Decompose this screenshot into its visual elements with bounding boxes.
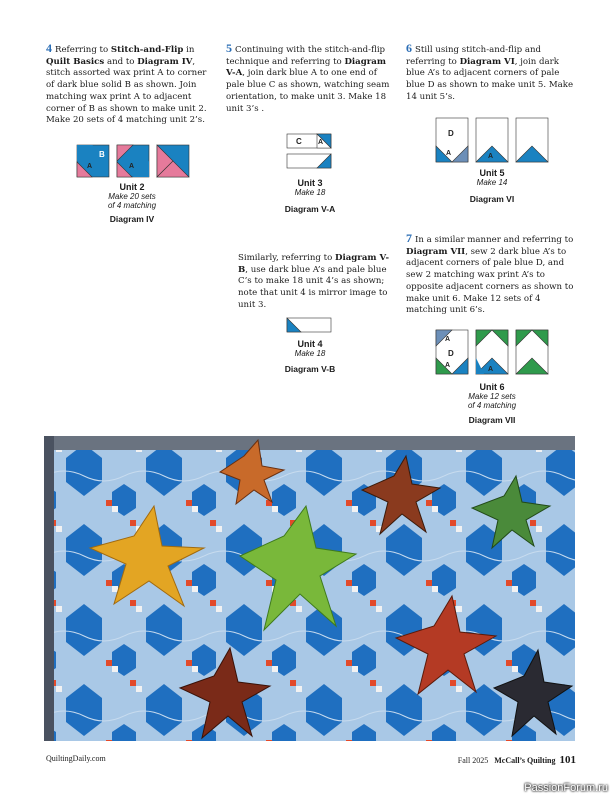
svg-text:A: A bbox=[445, 336, 451, 343]
diagram-vii-label: Diagram VII bbox=[468, 415, 516, 425]
unit-5-block-2 bbox=[476, 118, 508, 162]
unit-6-block-2 bbox=[476, 330, 508, 374]
diagram-v-b-graphic bbox=[287, 318, 333, 334]
patch-a-label: A bbox=[318, 139, 324, 146]
patch-c-label: C bbox=[296, 137, 302, 146]
diagram-iv-graphic bbox=[77, 145, 197, 179]
step-number: 6 bbox=[406, 41, 412, 55]
diagram-vi-graphic bbox=[436, 118, 548, 164]
unit-3-bottom bbox=[287, 154, 331, 168]
unit-5-block-1 bbox=[436, 118, 468, 162]
unit-6-block-1 bbox=[436, 330, 468, 374]
diagram-v-a-graphic bbox=[287, 134, 337, 174]
step-number: 5 bbox=[226, 41, 232, 55]
step-7-text: 7 In a similar manner and referring to Diagram VII, sew 2 dark blue A’s to adjacent corners of pale blue D, and sew 2 matching wax print A’s to opposite adjacent corners as shown to make unit 6. Make 12 sets of 4 matching unit 6’s. bbox=[406, 231, 574, 316]
watermark: PassionForum.ru bbox=[524, 782, 608, 794]
diagram-iv-caption: Unit 2 Make 20 sets of 4 matching bbox=[107, 182, 157, 210]
diagram-v-b-caption: Unit 4 Make 18 bbox=[294, 339, 326, 358]
footer-site: QuiltingDaily.com bbox=[46, 754, 106, 763]
svg-text:A: A bbox=[488, 153, 494, 160]
patch-a-label: A bbox=[446, 150, 452, 157]
svg-text:A: A bbox=[129, 163, 135, 170]
svg-text:A: A bbox=[488, 366, 494, 373]
unit-6-block-3 bbox=[516, 330, 548, 374]
unit-2-block-2 bbox=[117, 145, 149, 177]
step-number: 4 bbox=[46, 41, 52, 55]
diagram-v-a-label: Diagram V-A bbox=[284, 204, 336, 214]
unit-2-block-1 bbox=[77, 145, 109, 177]
step-5-text: 5 Continuing with the stitch-and-flip technique and referring to Diagram V-A, join dark blue A to one end of pale blue C as shown, watching seam orientation, to make unit 3. Make 18 unit 3’s . bbox=[226, 41, 390, 114]
unit-2-block-3 bbox=[157, 145, 189, 177]
unit-3-top bbox=[287, 134, 331, 148]
page-number: 101 bbox=[559, 754, 576, 766]
diagram-vi-caption: Unit 5 Make 14 bbox=[476, 168, 508, 187]
diagram-vii-graphic bbox=[436, 330, 548, 376]
quilt-photo bbox=[44, 436, 575, 741]
step-5-continued-text: Similarly, referring to Diagram V-B, use dark blue A’s and pale blue C’s to make 18 unit 4’s as shown; note that unit 4 is mirror image to unit 3. bbox=[238, 253, 390, 310]
step-6-text: 6 Still using stitch-and-flip and referring to Diagram VI, join dark blue A’s to adjacent corners of pale blue D as shown to make unit 5. Make 14 unit 5’s. bbox=[406, 41, 574, 102]
diagram-v-b-label: Diagram V-B bbox=[284, 364, 336, 374]
step-4-text: 4 Referring to Stitch-and-Flip in Quilt Basics and to Diagram IV, stitch assorted wax print A to corner of dark blue solid B as shown. Join matching wax print A to adjacent corner of B as shown to make unit 2. Make 20 sets of 4 matching unit 2’s. bbox=[46, 41, 207, 126]
diagram-iv-label: Diagram IV bbox=[109, 214, 155, 224]
patch-b-label: B bbox=[99, 150, 105, 159]
footer-issue: Fall 2025 McCall’s Quilting 101 bbox=[457, 754, 576, 766]
diagram-vi-label: Diagram VI bbox=[469, 194, 515, 204]
unit-5-block-3 bbox=[516, 118, 548, 162]
patch-d-label: D bbox=[448, 129, 454, 138]
diagram-v-a-caption: Unit 3 Make 18 bbox=[294, 178, 326, 197]
patch-a-label: A bbox=[87, 163, 93, 170]
svg-text:A: A bbox=[445, 362, 451, 369]
step-number: 7 bbox=[406, 231, 412, 245]
patch-d-label: D bbox=[448, 349, 454, 358]
diagram-vii-caption: Unit 6 Make 12 sets of 4 matching bbox=[467, 382, 517, 410]
